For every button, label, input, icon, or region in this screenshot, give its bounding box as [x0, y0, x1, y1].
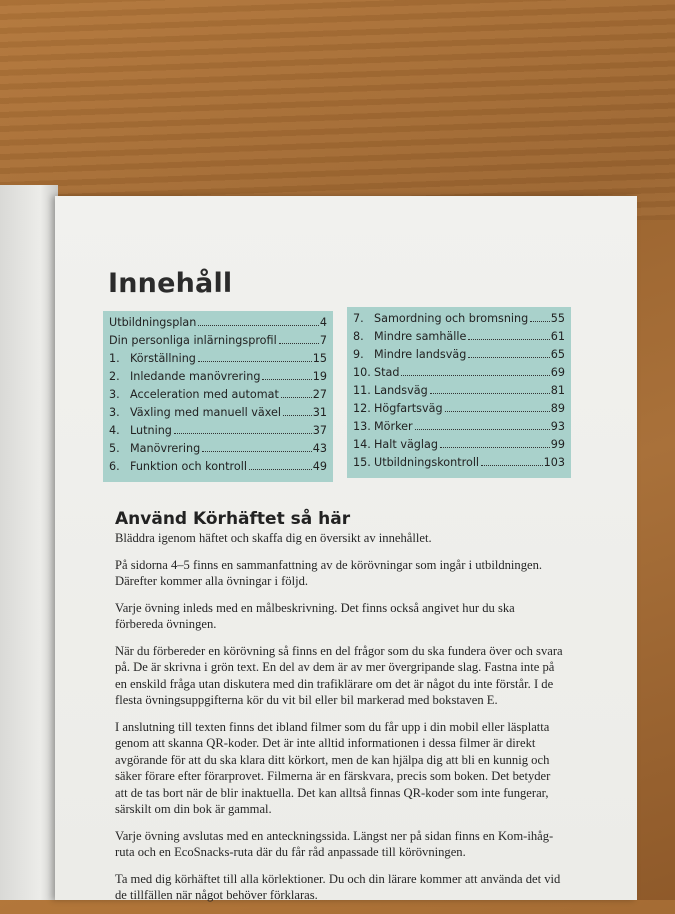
wooden-table — [0, 0, 675, 220]
paragraph: På sidorna 4–5 finns en sammanfattning av de körövningar som ingår i utbildningen. Därefter kommer alla övningar i följd. — [115, 557, 543, 588]
toc-leader-dots — [468, 339, 549, 340]
toc-entry-label: Stad — [374, 366, 400, 379]
body-text — [115, 530, 565, 914]
toc-entry-page: 93 — [550, 420, 565, 433]
toc-entry — [109, 388, 327, 406]
toc-entry — [353, 438, 565, 456]
toc-entry-page: 81 — [550, 384, 565, 397]
toc-leader-dots — [468, 357, 549, 358]
toc-entry-page: 69 — [550, 366, 565, 379]
toc-entry-page: 61 — [550, 330, 565, 343]
toc-leader-dots — [174, 433, 312, 434]
toc-entry-label: Mörker — [374, 420, 413, 433]
page-heading: Innehåll — [108, 268, 233, 299]
toc-leader-dots — [198, 361, 312, 362]
book-page — [55, 196, 637, 900]
toc-entry-number: 6. — [109, 460, 120, 473]
toc-entry-label: Din personliga inlärningsprofil — [109, 334, 277, 347]
toc-leader-dots — [281, 397, 312, 398]
toc-entry — [353, 384, 565, 402]
toc-entry-number: 7. — [353, 312, 364, 325]
left-page-edge — [0, 185, 58, 900]
toc-leader-dots — [283, 415, 312, 416]
toc-leader-dots — [445, 411, 550, 412]
toc-entry-page: 99 — [550, 438, 565, 451]
toc-entry — [109, 442, 327, 460]
toc-entry-page: 55 — [550, 312, 565, 325]
paragraph: Varje övning inleds med en målbeskrivning. Det finns också angivet hur du ska förbereda övningen. — [115, 600, 515, 631]
toc-entry-label: Körställning — [130, 352, 196, 365]
toc-entry-number: 12. — [353, 402, 371, 415]
toc-entry-page: 19 — [312, 370, 327, 383]
toc-entry-label: Halt väglag — [374, 438, 438, 451]
toc-entry-page: 31 — [312, 406, 327, 419]
toc-entry — [353, 456, 565, 474]
toc-entry-page: 43 — [312, 442, 327, 455]
section-title: Använd Körhäftet så här — [115, 509, 351, 529]
toc-entry — [353, 330, 565, 348]
toc-leader-dots — [262, 379, 311, 380]
toc-entry-label: Acceleration med automat — [130, 388, 279, 401]
toc-entry-label: Landsväg — [374, 384, 428, 397]
paragraph: Varje övning avslutas med en anteckningssida. Längst ner på sidan finns en Kom-ihåg-ruta och en EcoSnacks-ruta där du får råd anpassade till körövningen. — [115, 828, 554, 859]
toc-entry-number: 10. — [353, 366, 371, 379]
toc-entry-page: 4 — [319, 316, 327, 329]
toc-entry-number: 11. — [353, 384, 371, 397]
paragraph: Ta med dig körhäftet till alla körlektioner. Du och din lärare kommer att använda det vid de tillfällen när något behöver förklaras. — [115, 871, 561, 902]
toc-box-right — [347, 307, 571, 478]
toc-entry-number: 5. — [109, 442, 120, 455]
toc-leader-dots — [530, 321, 550, 322]
toc-entry — [109, 370, 327, 388]
toc-entry-number: 15. — [353, 456, 371, 469]
toc-entry — [353, 348, 565, 366]
toc-entry-number: 3. — [109, 388, 120, 401]
toc-leader-dots — [440, 447, 550, 448]
toc-entry — [109, 352, 327, 370]
paragraph: Bläddra igenom häftet och skaffa dig en översikt av innehållet. — [115, 531, 432, 545]
toc-entry-page: 65 — [550, 348, 565, 361]
toc-entry — [109, 316, 327, 334]
toc-leader-dots — [279, 343, 319, 344]
toc-entry-number: 13. — [353, 420, 371, 433]
toc-leader-dots — [481, 465, 543, 466]
toc-entry — [109, 406, 327, 424]
toc-entry-label: Mindre landsväg — [374, 348, 467, 361]
toc-entry-number: 4. — [109, 424, 120, 437]
toc-leader-dots — [202, 451, 312, 452]
toc-entry-number: 3. — [109, 406, 120, 419]
toc-box-left — [103, 311, 333, 482]
toc-entry — [109, 460, 327, 478]
toc-entry-label: Mindre samhälle — [374, 330, 467, 343]
toc-entry-number: 8. — [353, 330, 364, 343]
toc-entry-label: Högfartsväg — [374, 402, 443, 415]
paragraph: I anslutning till texten finns det ibland filmer som du får upp i din mobil eller läsplatta genom att skanna QR-koder. Det är inte alltid informationen i dessa filmer är direkt avgörande för att du ska klara ditt körkort, men de kan hjälpa dig att bli en kunnig och säker förare efter förarprovet. Filmerna är en färskvara, precis som boken. Det betyder att de tas bort när de blir inaktuella. Det kan alltså finnas QR-koder som inte fungerar, särskilt om din bok är gammal. — [115, 719, 551, 816]
toc-entry-label: Funktion och kontroll — [130, 460, 247, 473]
toc-entry-page: 103 — [543, 456, 565, 469]
toc-entry-page: 49 — [312, 460, 327, 473]
toc-entry-page: 7 — [319, 334, 327, 347]
toc-leader-dots — [430, 393, 550, 394]
toc-entry — [109, 334, 327, 352]
toc-entry-label: Utbildningsplan — [109, 316, 197, 329]
toc-entry-number: 14. — [353, 438, 371, 451]
toc-entry-number: 9. — [353, 348, 364, 361]
toc-entry — [353, 402, 565, 420]
toc-leader-dots — [401, 375, 549, 376]
toc-entry-label: Inledande manövrering — [130, 370, 261, 383]
toc-entry-number: 1. — [109, 352, 120, 365]
toc-entry-label: Växling med manuell växel — [130, 406, 281, 419]
toc-leader-dots — [249, 469, 312, 470]
toc-leader-dots — [198, 325, 319, 326]
toc-entry — [109, 424, 327, 442]
toc-entry-page: 15 — [312, 352, 327, 365]
toc-entry-page: 89 — [550, 402, 565, 415]
toc-entry-number: 2. — [109, 370, 120, 383]
toc-entry — [353, 366, 565, 384]
toc-entry-page: 37 — [312, 424, 327, 437]
toc-entry-label: Lutning — [130, 424, 172, 437]
toc-entry-label: Manövrering — [130, 442, 201, 455]
toc-entry — [353, 312, 565, 330]
toc-entry-label: Utbildningskontroll — [374, 456, 480, 469]
paragraph: När du förbereder en körövning så finns en del frågor som du ska fundera över och svara på. De är skrivna i grön text. En del av dem är av mer övergripande slag. Fastna inte på en enskild fråga utan diskutera med din trafiklärare om det är något du inte förstår. I de flesta övningsuppgifterna kör du vit bil eller bil markerad med bokstaven E. — [115, 643, 563, 707]
toc-entry — [353, 420, 565, 438]
toc-leader-dots — [415, 429, 550, 430]
toc-entry-label: Samordning och bromsning — [374, 312, 529, 325]
toc-entry-page: 27 — [312, 388, 327, 401]
